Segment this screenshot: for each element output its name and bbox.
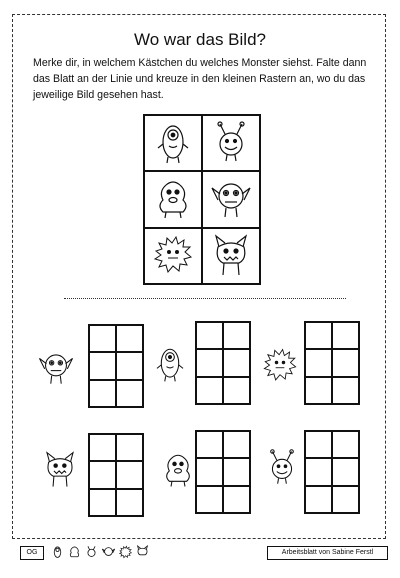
worksheet-instructions: Merke dir, in welchem Kästchen du welches Monster siehst. Falte dann das Blatt an der Linie und kreuze in den kleinen Rastern an, wo du das jeweilige Bild gesehen hast.	[33, 57, 367, 101]
answer-cell[interactable]	[116, 461, 143, 488]
answer-grid	[304, 321, 360, 405]
footer-left	[20, 546, 160, 560]
answer-cell[interactable]	[116, 380, 143, 407]
answer-cell[interactable]	[89, 352, 116, 379]
answer-cell[interactable]	[332, 377, 359, 404]
cyclops-monster-icon	[50, 545, 65, 560]
answer-cell[interactable]	[196, 377, 223, 404]
cyclops-monster-icon	[153, 120, 193, 166]
answer-cell[interactable]	[332, 486, 359, 513]
blob-monster-icon	[67, 545, 82, 560]
answer-cell[interactable]	[223, 322, 250, 349]
furry-monster-icon	[118, 545, 133, 560]
answer-cell[interactable]	[89, 325, 116, 352]
og-label: OG	[20, 546, 44, 560]
answer-cell[interactable]	[89, 489, 116, 516]
answer-cell[interactable]	[89, 380, 116, 407]
eared-monster-icon	[38, 348, 74, 388]
answer-grid	[195, 321, 251, 405]
answer-cell[interactable]	[305, 431, 332, 458]
answer-cell[interactable]	[332, 322, 359, 349]
answer-cell[interactable]	[305, 486, 332, 513]
antenna-monster-icon	[264, 448, 300, 488]
memory-cell	[202, 228, 260, 284]
fold-line	[64, 298, 346, 299]
answer-cell[interactable]	[89, 434, 116, 461]
answer-cell[interactable]	[223, 431, 250, 458]
answer-cell[interactable]	[116, 352, 143, 379]
memory-cell	[144, 115, 202, 171]
answer-cell[interactable]	[196, 486, 223, 513]
blob-monster-icon	[153, 176, 193, 222]
horned-monster-icon	[135, 545, 150, 560]
eared-monster-icon	[101, 545, 116, 560]
answer-cell[interactable]	[223, 458, 250, 485]
credit-label: Arbeitsblatt von Sabine Ferstl	[267, 546, 388, 560]
antenna-monster-icon	[211, 120, 251, 166]
answer-grid	[304, 430, 360, 514]
horned-monster-icon	[211, 233, 251, 279]
furry-monster-icon	[153, 233, 193, 279]
memory-grid	[143, 114, 261, 285]
worksheet-title: Wo war das Bild?	[134, 30, 266, 49]
eared-monster-icon	[211, 176, 251, 222]
answer-cell[interactable]	[332, 458, 359, 485]
memory-cell	[144, 171, 202, 227]
answer-cell[interactable]	[116, 489, 143, 516]
answer-cell[interactable]	[89, 461, 116, 488]
memory-cell	[144, 228, 202, 284]
answer-cell[interactable]	[305, 377, 332, 404]
answer-cell[interactable]	[116, 325, 143, 352]
answer-grid	[88, 433, 144, 517]
answer-cell[interactable]	[332, 431, 359, 458]
answer-cell[interactable]	[116, 434, 143, 461]
answer-grid	[88, 324, 144, 408]
memory-cell	[202, 171, 260, 227]
answer-grid	[195, 430, 251, 514]
answer-cell[interactable]	[196, 349, 223, 376]
answer-cell[interactable]	[223, 377, 250, 404]
antenna-monster-icon	[84, 545, 99, 560]
answer-cell[interactable]	[332, 349, 359, 376]
blob-monster-icon	[160, 450, 196, 490]
answer-cell[interactable]	[305, 349, 332, 376]
answer-cell[interactable]	[196, 431, 223, 458]
answer-cell[interactable]	[223, 486, 250, 513]
answer-cell[interactable]	[196, 322, 223, 349]
answer-cell[interactable]	[305, 458, 332, 485]
horned-monster-icon	[42, 450, 78, 490]
cyclops-monster-icon	[152, 344, 188, 384]
mini-monster-row	[50, 545, 150, 560]
answer-cell[interactable]	[305, 322, 332, 349]
answer-cell[interactable]	[196, 458, 223, 485]
memory-cell	[202, 115, 260, 171]
furry-monster-icon	[262, 346, 298, 386]
answer-cell[interactable]	[223, 349, 250, 376]
